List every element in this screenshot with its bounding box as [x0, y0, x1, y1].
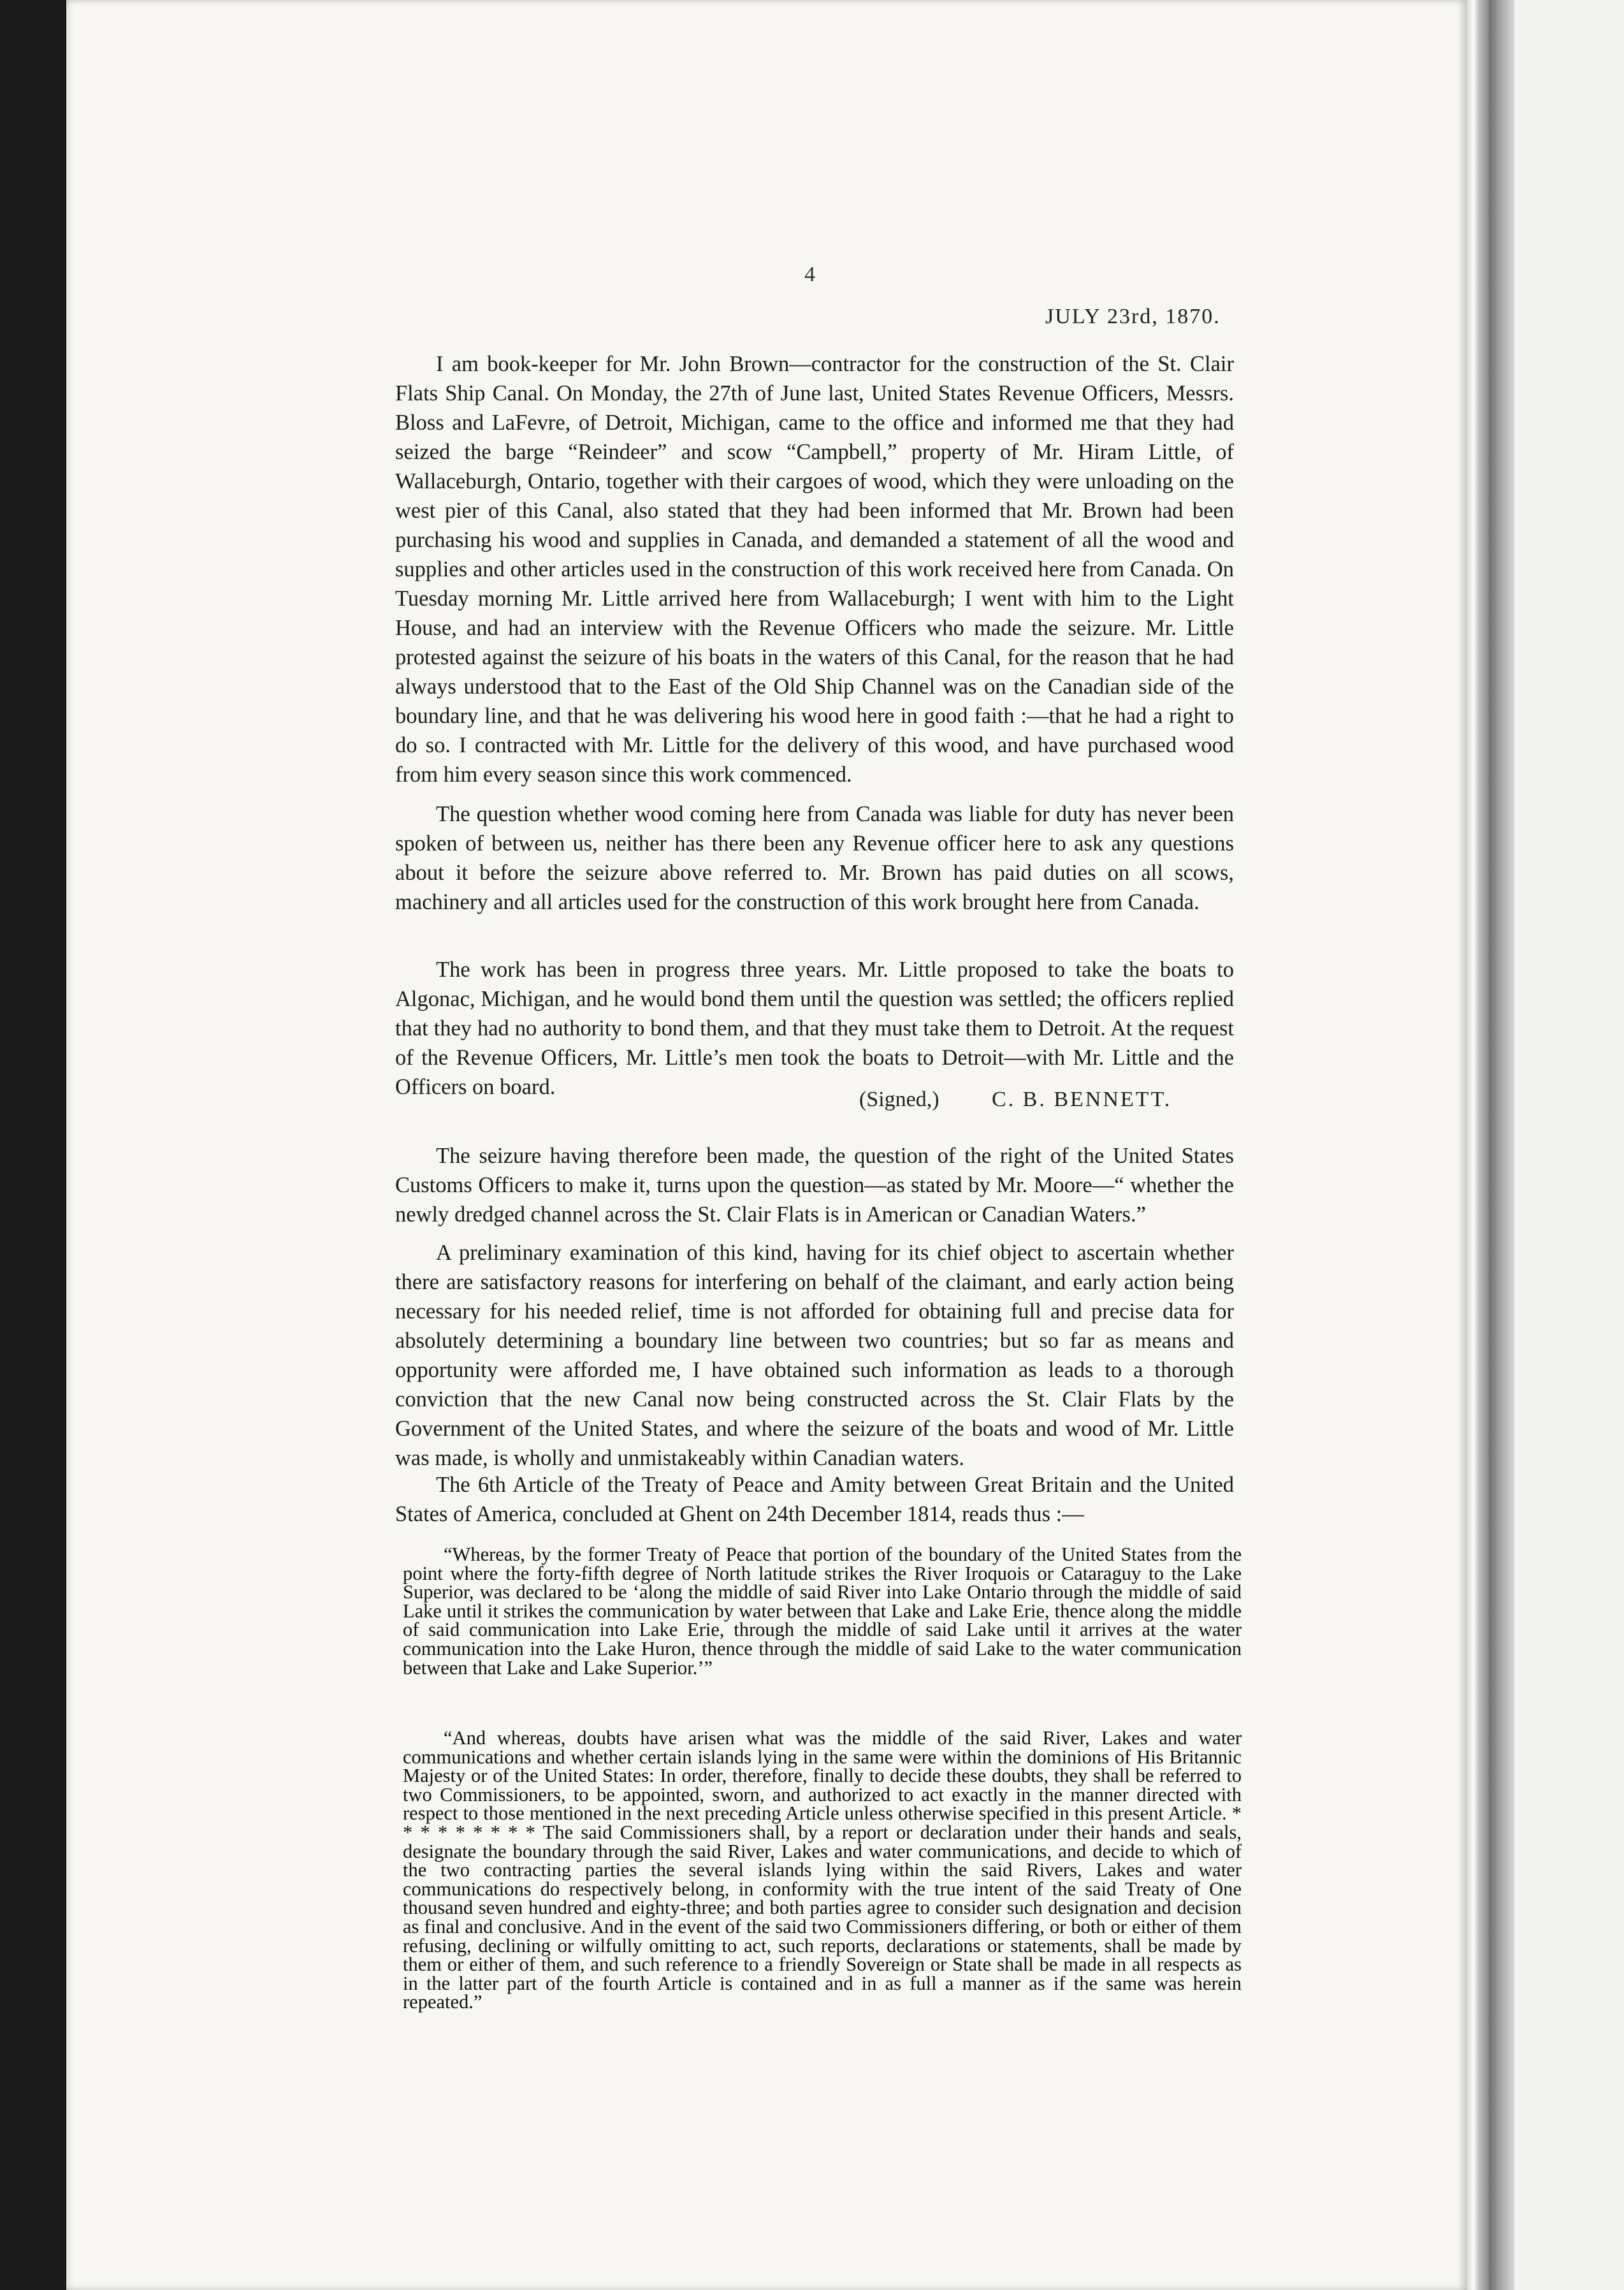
treaty-quote-doubts: “And whereas, doubts have arisen what was the middle of the said River, Lakes and water communications and whether certain islands lying in the same were within the dominions of His Britannic Majesty or of the United States: In order, therefore, finally to decide these doubts, they shall be referred to two Commissioners, to be appointed, sworn, and authorized to act exactly in the manner directed with respect to those mentioned in the next preceding Article unless otherwise specified in this present Article. * * * * * * * * * The said Commissioners shall, by a report or declaration under their hands and seals, designate the boundary through the said River, Lakes and water communications, and decide to which of the two contracting parties the several islands lying within the said Rivers, Lakes and water communications do respectively belong, in conformity with the true intent of the said Treaty of One thousand seven hundred and eighty-three; and both parties agree to consider such designation and decision as final and conclusive. And in the event of the said two Commissioners differing, or both or either of them refusing, declining or wilfully omitting to act, such reports, declarations or statements, shall be made by them or either of them, and such reference to a friendly Sovereign or State shall be made in all respects as in the latter part of the fourth Article is contained and in as full a manner as if the same was herein repeated.” — [403, 1727, 1242, 2013]
dateline: JULY 23rd, 1870. — [1045, 305, 1221, 328]
paragraph-text: The 6th Article of the Treaty of Peace and Amity between Great Britain and the United States of America, concluded at Ghent on 24th December 1814, reads thus :— — [395, 1473, 1234, 1526]
paragraph-duties — [395, 799, 1234, 917]
paragraph-text: A preliminary examination of this kind, having for its chief object to ascertain whether there are satisfactory reasons for interfering on behalf of the claimant, and early action being necessary for his needed relief, time is not afforded for obtaining full and precise data for absolutely determining a boundary line between two countries; but so far as means and opportunity were afforded me, I have obtained such information as leads to a thorough conviction that the new Canal now being constructed across the St. Clair Flats by the Government of the United States, and where the seizure of the boats and wood of Mr. Little was made, is wholly and unmistakeably within Canadian waters. — [395, 1241, 1234, 1470]
paragraph-text: The question whether wood coming here from Canada was liable for duty has never been spoken of between us, neither has there been any Revenue officer here to ask any questions about it before the seizure above referred to. Mr. Brown has paid duties on all scows, machinery and all articles used for the construction of this work brought here from Canada. — [395, 802, 1234, 914]
signer-name: C. B. BENNETT. — [992, 1088, 1172, 1111]
page-edge — [1467, 0, 1489, 2290]
signed-label: (Signed,) — [859, 1088, 939, 1111]
paragraph-progress — [395, 955, 1234, 1102]
paragraph-text: The seizure having therefore been made, the question of the right of the United States Customs Officers to make it, turns upon the question—as stated by Mr. Moore—“ whether the newly dredged channel across the St. Clair Flats is in American or Canadian Waters.” — [395, 1144, 1234, 1227]
next-page — [1514, 0, 1624, 2290]
paragraph-treaty-intro — [395, 1470, 1234, 1529]
treaty-quote-whereas: “Whereas, by the former Treaty of Peace that portion of the boundary of the United States from the point where the forty-fifth degree of North latitude strikes the River Iroquois or Cataraguy to the Lake Superior, was declared to be ‘along the middle of said River into Lake Ontario through the middle of said Lake until it strikes the communication by water between that Lake and Lake Erie, thence along the middle of said communication into Lake Erie, through the middle of said Lake until it arrives at the water communication into the Lake Huron, thence through the middle of said Lake to the water communication between that Lake and Lake Superior.’” — [403, 1543, 1242, 1679]
book-gutter — [1489, 0, 1514, 2290]
page-number: 4 — [804, 263, 815, 286]
paragraph-seizure — [395, 1141, 1234, 1229]
paragraph-text: I am book-keeper for Mr. John Brown—contractor for the construction of the St. Clair Flats Ship Canal. On Monday, the 27th of June last, United States Revenue Officers, Messrs. Bloss and LaFevre, of Detroit, Michigan, came to the office and informed me that they had seized the barge “Reindeer” and scow “Campbell,” property of Mr. Hiram Little, of Wallaceburgh, Ontario, together with their cargoes of wood, which they were unloading on the west pier of this Canal, also stated that they had been informed that Mr. Brown had been purchasing his wood and supplies in Canada, and demanded a statement of all the wood and supplies and other articles used in the construction of this work received here from Canada. On Tuesday morning Mr. Little arrived here from Wallaceburgh; I went with him to the Light House, and had an interview with the Revenue Officers who made the seizure. Mr. Little protested against the seizure of his boats in the waters of this Canal, for the reason that he had always understood that to the East of the Old Ship Channel was on the Canadian side of the boundary line, and that he was delivering his wood here in good faith :—that he had a right to do so. I contracted with Mr. Little for the delivery of this wood, and have purchased wood from him every season since this work commenced. — [395, 352, 1234, 787]
paragraph-examination — [395, 1238, 1234, 1473]
paragraph-text: The work has been in progress three years. Mr. Little proposed to take the boats to Algonac, Michigan, and he would bond them until the question was settled; the officers replied that they had no authority to bond them, and that they must take them to Detroit. At the request of the Revenue Officers, Mr. Little’s men took the boats to Detroit—with Mr. Little and the Officers on board. — [395, 958, 1234, 1099]
paragraph-testimony — [395, 349, 1234, 789]
